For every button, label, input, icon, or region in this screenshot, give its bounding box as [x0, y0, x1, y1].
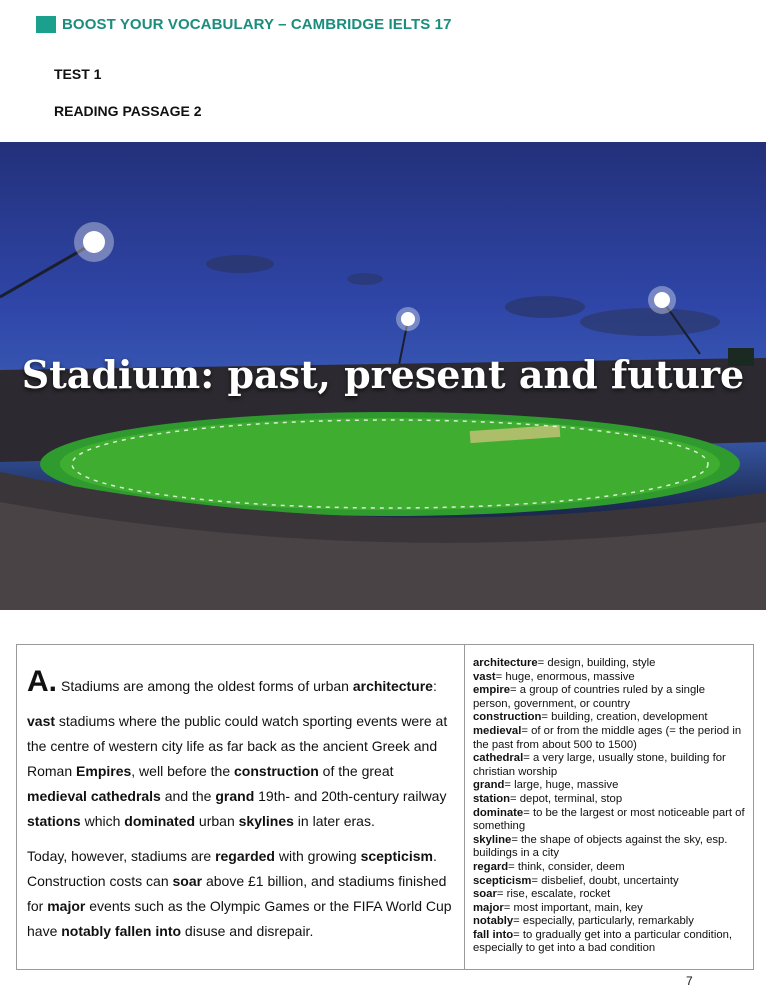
glossary-definition: = think, consider, deem	[508, 860, 625, 873]
glossary-term: skyline	[473, 833, 512, 846]
glossary-term: soar	[473, 888, 497, 901]
text-span: disuse and disrepair.	[181, 923, 314, 939]
text-span: urban	[195, 813, 239, 829]
bold-word: regarded	[215, 848, 275, 864]
glossary-term: major	[473, 901, 504, 914]
glossary-definition: = to gradually get into a particular condition, especially to get into a bad condition	[473, 928, 733, 955]
glossary-definition: = disbelief, doubt, uncertainty	[531, 874, 679, 887]
glossary-term: vast	[473, 670, 496, 683]
text-span: Today, however, stadiums are	[27, 848, 216, 864]
glossary-entry	[473, 779, 745, 793]
glossary-term: station	[473, 792, 511, 805]
paragraph-3	[27, 844, 454, 944]
bold-word: soar	[172, 873, 203, 889]
glossary-column	[465, 645, 753, 969]
bold-word: medieval cathedrals	[27, 788, 161, 804]
glossary-entry	[473, 657, 745, 671]
text-span: above £1 billion, and stadiums finished for	[27, 873, 447, 914]
glossary-entry	[473, 875, 745, 889]
glossary-definition: = most important, main, key	[503, 901, 643, 914]
passage-column	[17, 645, 465, 969]
section-letter: A.	[27, 665, 57, 698]
glossary-entry	[473, 861, 745, 875]
glossary-term: construction	[473, 711, 542, 724]
hero-title: Stadium: past, present and future	[21, 352, 745, 397]
glossary-definition: = huge, enormous, massive	[495, 670, 635, 683]
text-span: events such as the Olympic Games or the FIFA World Cup have	[27, 898, 452, 939]
paragraph-2	[27, 709, 454, 834]
glossary-entry	[473, 752, 745, 779]
text-span: :	[432, 678, 437, 694]
glossary-definition: = building, creation, development	[541, 711, 708, 724]
glossary-term: empire	[473, 684, 511, 697]
text-span: of the great	[318, 763, 394, 779]
text-span: 19th- and 20th-century railway	[254, 788, 447, 804]
glossary-term: dominate	[473, 806, 524, 819]
bold-word: stations	[27, 813, 81, 829]
glossary-term: architecture	[473, 657, 538, 669]
passage-label: READING PASSAGE 2	[54, 103, 202, 119]
glossary-term: grand	[473, 779, 505, 792]
glossary-entry	[473, 929, 745, 956]
glossary-term: medieval	[473, 724, 522, 737]
glossary-definition: = to be the largest or most noticeable part of something	[473, 806, 745, 833]
glossary-term: cathedral	[473, 752, 524, 765]
bold-word: major	[47, 898, 86, 914]
glossary-entry	[473, 888, 745, 902]
bold-word: scepticism	[360, 848, 433, 864]
paragraph-1	[27, 667, 454, 699]
glossary-term: notably	[473, 915, 514, 928]
bold-word: grand	[215, 788, 255, 804]
text-span: stadiums where the public could watch sporting events were at the centre of western city life as far back as the ancient Greek and Roman	[27, 713, 448, 779]
text-span: . Construction costs can	[27, 848, 437, 889]
glossary-definition: = a group of countries ruled by a single person, government, or country	[473, 684, 706, 710]
glossary-entry	[473, 725, 745, 752]
glossary-entry	[473, 915, 745, 929]
glossary-entry	[473, 793, 745, 807]
header-square-icon	[36, 16, 56, 33]
glossary-entry	[473, 711, 745, 725]
bold-word: construction	[234, 763, 319, 779]
text-span: which	[80, 813, 125, 829]
stadium-hero-image	[0, 142, 766, 610]
text-span: , well before the	[131, 763, 235, 779]
text-span: Stadiums are among the oldest forms of urban	[61, 678, 353, 694]
test-label: TEST 1	[54, 66, 102, 82]
glossary-entry	[473, 684, 745, 711]
glossary-definition: = the shape of objects against the sky, esp. buildings in a city	[473, 833, 728, 860]
bold-word: Empires	[76, 763, 132, 779]
glossary-term: regard	[473, 860, 509, 873]
text-span: and the	[160, 788, 216, 804]
text-span: with growing	[274, 848, 361, 864]
bold-word: vast	[27, 713, 56, 729]
glossary-definition: = of or from the middle ages (= the period in the past from about 500 to 1500)	[473, 724, 742, 751]
bold-word: dominated	[124, 813, 196, 829]
bold-word: skylines	[238, 813, 294, 829]
glossary-entry	[473, 834, 745, 861]
glossary-entry	[473, 671, 745, 685]
bold-word: notably fallen into	[61, 923, 182, 939]
glossary-entry	[473, 902, 745, 916]
glossary-definition: = especially, particularly, remarkably	[513, 915, 694, 928]
glossary-term: scepticism	[473, 874, 532, 887]
vocabulary-box	[16, 644, 754, 970]
glossary-definition: = design, building, style	[537, 657, 656, 669]
page-number: 7	[686, 974, 693, 988]
text-span: in later eras.	[293, 813, 375, 829]
glossary-definition: = rise, escalate, rocket	[496, 888, 611, 901]
page-header	[36, 16, 452, 33]
glossary-entry	[473, 807, 745, 834]
bold-word: architecture	[352, 678, 433, 694]
glossary-definition: = large, huge, massive	[504, 779, 619, 792]
header-title: BOOST YOUR VOCABULARY – CAMBRIDGE IELTS 17	[62, 16, 452, 33]
glossary-term: fall into	[473, 928, 514, 941]
glossary-definition: = depot, terminal, stop	[510, 792, 623, 805]
glossary-definition: = a very large, usually stone, building for christian worship	[473, 752, 726, 778]
